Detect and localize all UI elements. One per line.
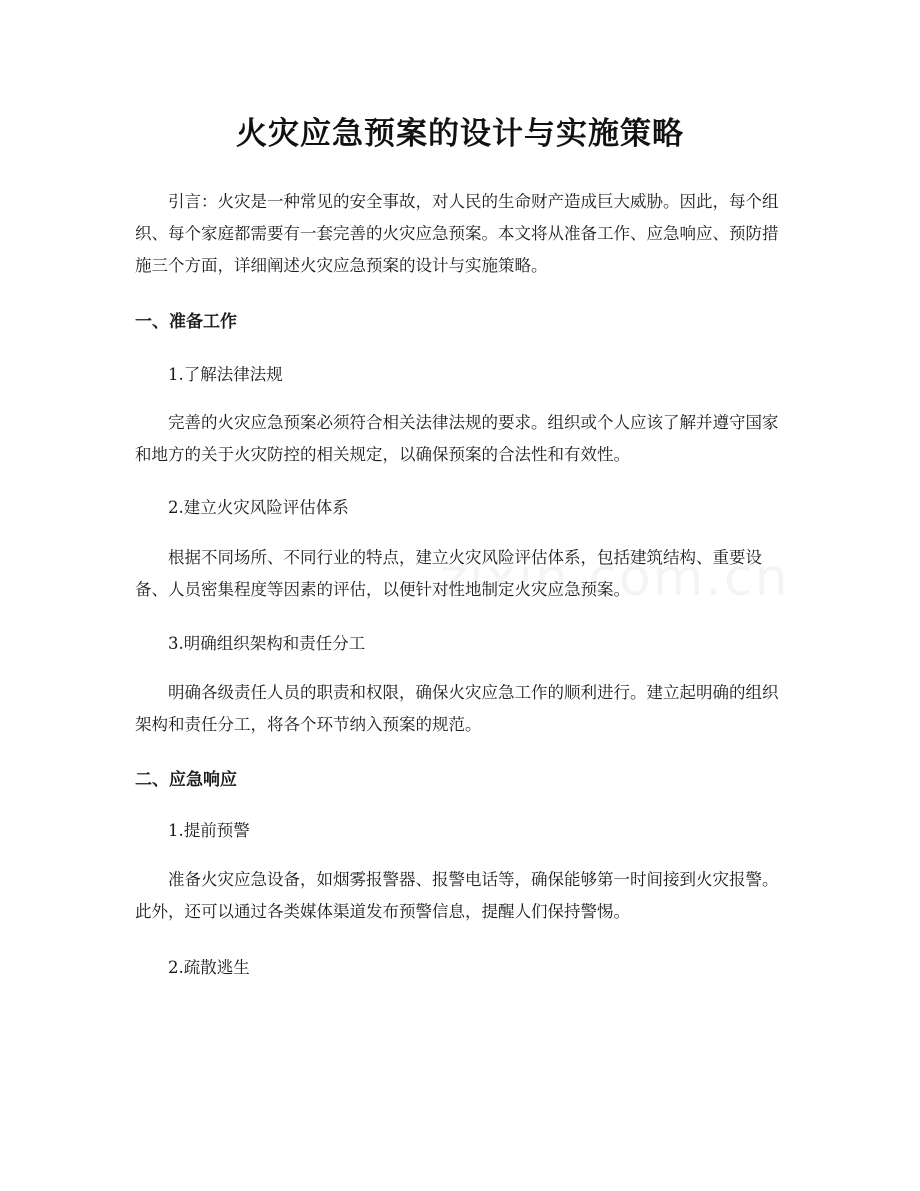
- paragraph-laws: 完善的火灾应急预案必须符合相关法律法规的要求。组织或个人应该了解并遵守国家和地方的关于火灾防控的相关规定，以确保预案的合法性和有效性。: [135, 413, 779, 464]
- section-heading-preparation: 一、准备工作: [135, 312, 237, 332]
- subheading-laws: 1.了解法律法规: [168, 365, 283, 384]
- paragraph-risk-assessment: 根据不同场所、不同行业的特点，建立火灾风险评估体系，包括建筑结构、重要设备、人员密集程度等因素的评估，以便针对性地制定火灾应急预案。: [135, 548, 762, 599]
- intro-paragraph: 引言：火灾是一种常见的安全事故，对人民的生命财产造成巨大威胁。因此，每个组织、每个家庭都需要有一套完善的火灾应急预案。本文将从准备工作、应急响应、预防措施三个方面，详细阐述火灾应急预案的设计与实施策略。: [135, 192, 779, 275]
- section-heading-response: 二、应急响应: [135, 770, 237, 790]
- paragraph-organization: 明确各级责任人员的职责和权限，确保火灾应急工作的顺利进行。建立起明确的组织架构和责任分工，将各个环节纳入预案的规范。: [135, 683, 779, 734]
- page-title: 火灾应急预案的设计与实施策略: [236, 116, 684, 152]
- subheading-organization: 3.明确组织架构和责任分工: [168, 634, 366, 653]
- paragraph-early-warning: 准备火灾应急设备，如烟雾报警器、报警电话等，确保能够第一时间接到火灾报警。此外，还可以通过各类媒体渠道发布预警信息，提醒人们保持警惕。: [135, 870, 779, 921]
- subheading-risk-assessment: 2.建立火灾风险评估体系: [168, 498, 349, 517]
- subheading-evacuation: 2.疏散逃生: [168, 958, 250, 977]
- subheading-early-warning: 1.提前预警: [168, 821, 250, 840]
